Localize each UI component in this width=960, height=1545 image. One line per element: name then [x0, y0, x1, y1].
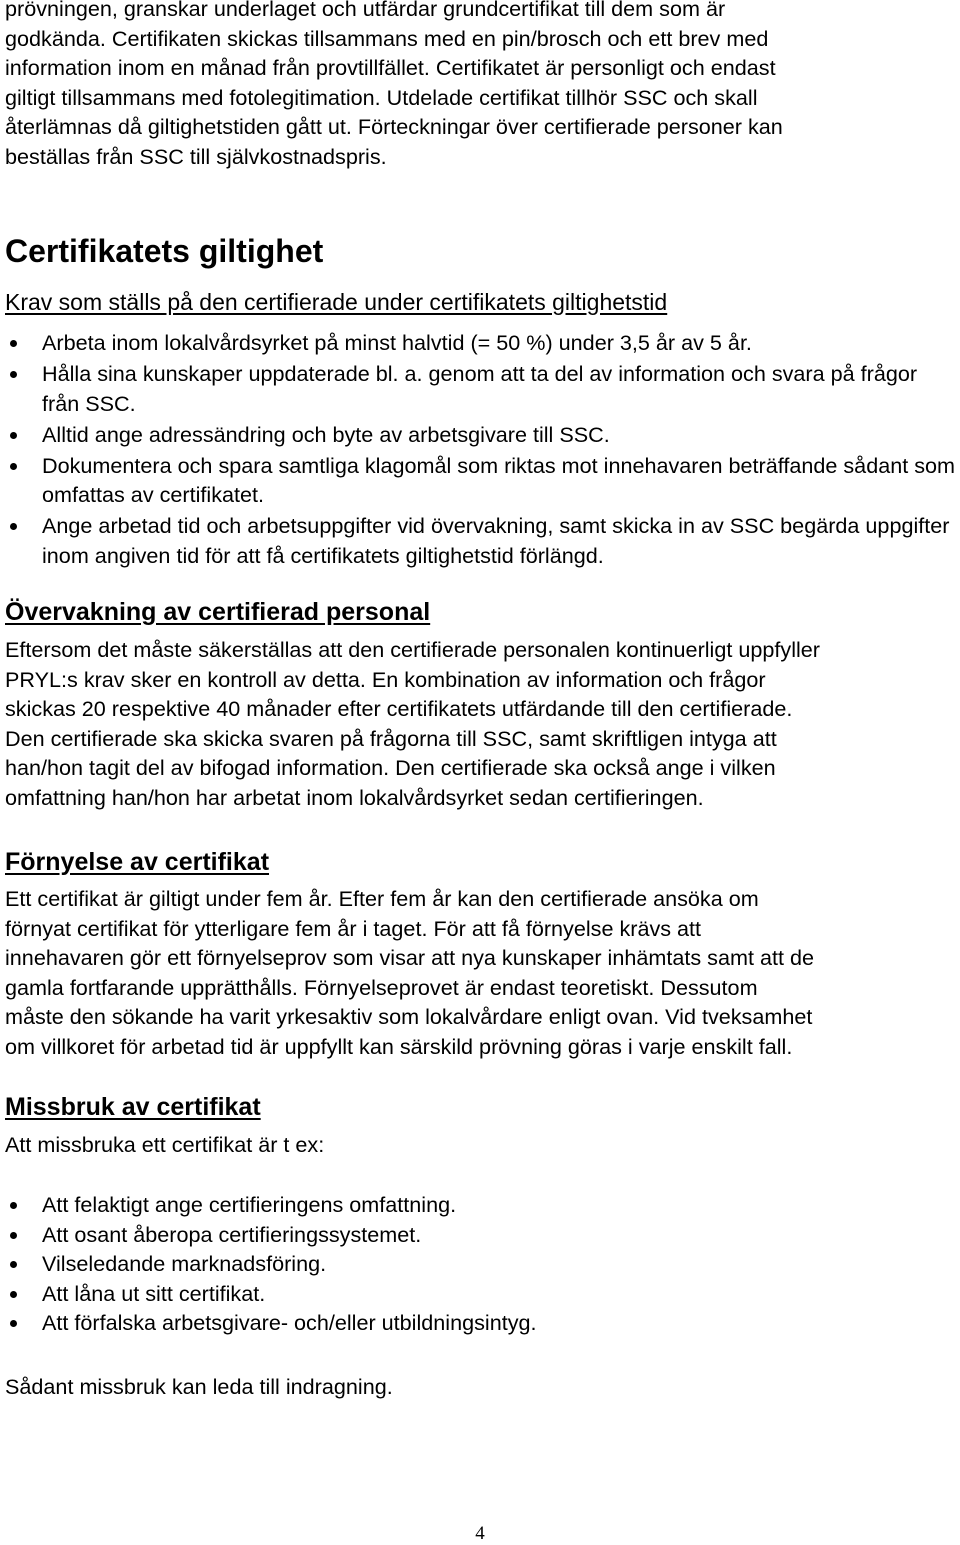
monitoring-heading: Övervakning av certifierad personal	[5, 598, 431, 626]
monitoring-paragraph	[5, 635, 955, 812]
renewal-heading: Förnyelse av certifikat	[5, 848, 270, 876]
bullet-icon	[10, 463, 17, 470]
misuse-intro: Att missbruka ett certifikat är t ex:	[5, 1132, 325, 1157]
intro-line: godkända. Certifikaten skickas tillsammans med en pin/brosch och ett brev med	[5, 25, 769, 51]
list-item	[0, 328, 955, 358]
bullet-icon	[10, 1261, 17, 1268]
list-item	[0, 1249, 955, 1279]
monitoring-line: han/hon tagit del av bifogad information. Den certifierade ska också ange i vilken	[5, 755, 776, 780]
monitoring-line: skickas 20 respektive 40 månader efter certifikatets utfärdande till den certifierade.	[5, 696, 793, 721]
bullet-icon	[10, 1320, 17, 1327]
bullet-icon	[10, 1291, 17, 1298]
renewal-line: Ett certifikat är giltigt under fem år. Efter fem år kan den certifierade ansöka om	[5, 886, 759, 911]
list-item-text: Ange arbetad tid och arbetsuppgifter vid övervakning, samt skicka in av SSC begärda uppgifter inom angiven tid för att få certifikatets giltighetstid förlängd.	[42, 513, 950, 568]
list-item	[0, 359, 955, 418]
page-number: 4	[475, 1523, 485, 1544]
list-item-text: Arbeta inom lokalvårdsyrket på minst halvtid (= 50 %) under 3,5 år av 5 år.	[42, 330, 752, 355]
list-item-text: Att förfalska arbetsgivare- och/eller utbildningsintyg.	[42, 1310, 537, 1335]
bullet-icon	[10, 1232, 17, 1239]
misuse-list	[0, 1190, 955, 1338]
list-item-text: Hålla sina kunskaper uppdaterade bl. a. genom att ta del av information och svara på frågor från SSC.	[42, 361, 918, 416]
bullet-icon	[10, 523, 17, 530]
list-item	[0, 451, 955, 510]
validity-heading: Certifikatets giltighet	[5, 233, 324, 269]
bullet-icon	[10, 340, 17, 347]
list-item-text: Att osant åberopa certifieringssystemet.	[42, 1221, 422, 1247]
list-item	[0, 1220, 955, 1250]
renewal-line: förnyat certifikat för ytterligare fem år i taget. För att få förnyelse krävs att	[5, 915, 702, 941]
renewal-line: om villkoret för arbetad tid är uppfyllt kan särskild prövning göras i varje enskilt fall.	[5, 1033, 793, 1059]
list-item-text: Alltid ange adressändring och byte av arbetsgivare till SSC.	[42, 421, 610, 447]
intro-line: giltigt tillsammans med fotolegitimation. Utdelade certifikat tillhör SSC och skall	[5, 84, 758, 110]
intro-line: prövningen, granskar underlaget och utfärdar grundcertifikat till dem som är	[5, 0, 726, 21]
intro-paragraph	[5, 0, 955, 171]
misuse-heading: Missbruk av certifikat	[5, 1093, 261, 1121]
monitoring-line: omfattning han/hon har arbetat inom lokalvårdsyrket sedan certifieringen.	[5, 784, 704, 810]
validity-subheading: Krav som ställs på den certifierade under certifikatets giltighetstid	[5, 289, 668, 315]
list-item	[0, 420, 955, 450]
bullet-icon	[10, 371, 17, 378]
monitoring-line: PRYL:s krav sker en kontroll av detta. En kombination av information och frågor	[5, 666, 766, 692]
monitoring-line: Eftersom det måste säkerställas att den certifierade personalen kontinuerligt uppfyller	[5, 637, 820, 662]
list-item	[0, 1279, 955, 1309]
bullet-icon	[10, 432, 17, 439]
list-item	[0, 511, 955, 570]
intro-line: beställas från SSC till självkostnadspris.	[5, 143, 387, 169]
validity-list	[0, 328, 955, 572]
intro-line: återlämnas då giltighetstiden gått ut. Förteckningar över certifierade personer kan	[5, 114, 783, 139]
list-item	[0, 1308, 955, 1338]
bullet-icon	[10, 1202, 17, 1209]
renewal-line: gamla fortfarande upprätthålls. Förnyelseprovet är endast teoretiskt. Dessutom	[5, 974, 758, 1000]
list-item-text: Vilseledande marknadsföring.	[42, 1251, 327, 1276]
monitoring-line: Den certifierade ska skicka svaren på frågorna till SSC, samt skriftligen intyga att	[5, 725, 777, 751]
list-item-text: Dokumentera och spara samtliga klagomål som riktas mot innehavaren beträffande sådant som omfattas av certifikatet.	[42, 452, 956, 507]
list-item	[0, 1190, 955, 1220]
renewal-line: måste den sökande ha varit yrkesaktiv som lokalvårdare enligt ovan. Vid tveksamhet	[5, 1004, 813, 1029]
renewal-paragraph	[5, 884, 955, 1061]
renewal-line: innehavaren gör ett förnyelseprov som visar att nya kunskaper inhämtats samt att de	[5, 945, 814, 970]
list-item-text: Att låna ut sitt certifikat.	[42, 1280, 266, 1306]
intro-line: information inom en månad från provtillfället. Certifikatet är personligt och endast	[5, 55, 776, 80]
list-item-text: Att felaktigt ange certifieringens omfattning.	[42, 1192, 457, 1217]
misuse-conclusion: Sådant missbruk kan leda till indragning.	[5, 1374, 393, 1399]
